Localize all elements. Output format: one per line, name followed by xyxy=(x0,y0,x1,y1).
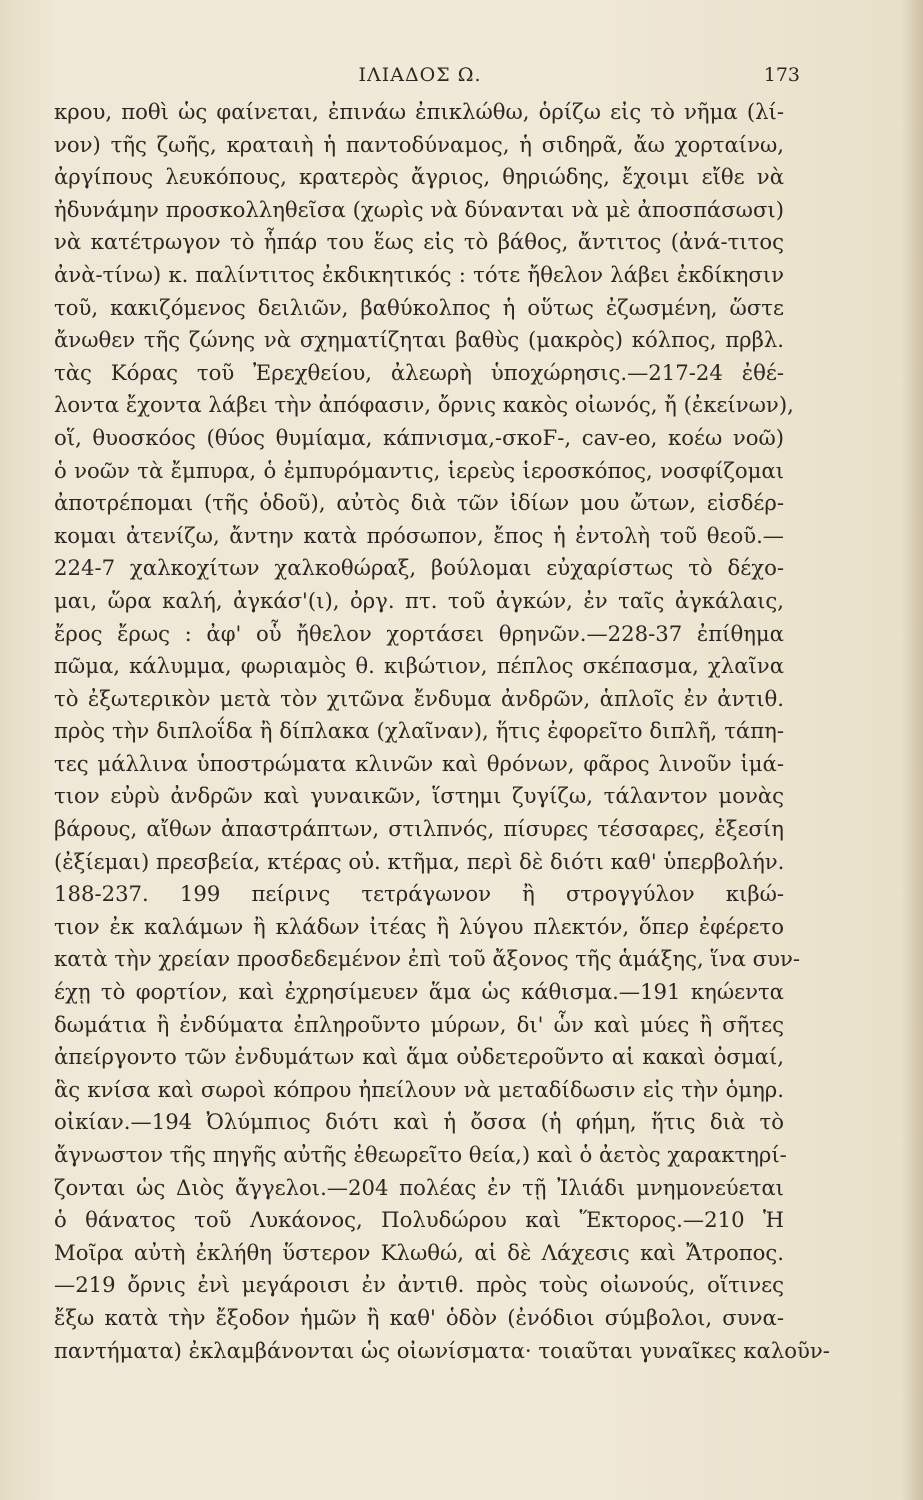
commentary-text xyxy=(54,96,830,1367)
text-line: ἀποτρέπομαι (τῆς ὁδοῦ), αὐτὸς διὰ τῶν ἰδίων μου ὤτων, εἰσδέρ- xyxy=(54,490,784,516)
text-line: Μοῖρα αὐτὴ ἐκλήθη ὕστερον Κλωθώ, αἱ δὲ Λάχεσις καὶ Ἄτροπος. xyxy=(54,1239,784,1265)
text-line: πρὸς τὴν διπλοΐδα ἢ δίπλακα (χλαῖναν), ἥτις ἐφορεῖτο διπλῆ, τάπη- xyxy=(54,718,784,744)
text-line: κρου, ποθὶ ὡς φαίνεται, ἐπινάω ἐπικλώθω, ὁρίζω εἰς τὸ νῆμα (λί- xyxy=(54,99,784,124)
text-line: 224-7 χαλκοχίτων χαλκοθώραξ, βούλομαι εὐχαρίστως τὸ δέχο- xyxy=(54,555,784,581)
text-line: 188-237. 199 πείρινς τετράγωνον ἢ στρογγύλον κιβώ- xyxy=(54,881,784,907)
page-number: 173 xyxy=(763,64,800,86)
text-line: τοῦ, κακιζόμενος δειλιῶν, βαθύκολπος ἡ οὕτως ἐζωσμένη, ὥστε xyxy=(54,294,784,320)
text-line: ἠδυνάμην προσκολληθεῖσα (χωρὶς νὰ δύνανται νὰ μὲ ἀποσπάσωσι) xyxy=(54,196,784,222)
text-line: παντήματα) ἐκλαμβάνονται ὡς οἰωνίσματα· τοιαῦται γυναῖκες καλοῦν- xyxy=(54,1337,830,1363)
text-line: μαι, ὥρα καλή, ἀγκάσ'(ι), ὀργ. πτ. τοῦ ἀγκών, ἐν ταῖς ἀγκάλαις, xyxy=(54,587,784,613)
text-line: ὁ νοῶν τὰ ἔμπυρα, ὁ ἐμπυρόμαντις, ἱερεὺς ἱεροσκόπος, νοσφίζομαι xyxy=(54,457,784,483)
page-edge-shadow xyxy=(901,0,923,1500)
text-line: τὰς Κόρας τοῦ Ἐρεχθείου, ἀλεωρὴ ὑποχώρησις.—217-24 ἐθέ- xyxy=(54,359,784,385)
text-line: λοντα ἔχοντα λάβει τὴν ἀπόφασιν, ὄρνις κακὸς οἰωνός, ἤ (ἐκείνων), xyxy=(54,392,794,418)
text-line: τες μάλλινα ὑποστρώματα κλινῶν καὶ θρόνων, φᾶρος λινοῦν ἱμά- xyxy=(54,750,784,776)
text-line: ζονται ὡς Διὸς ἄγγελοι.—204 πολέας ἐν τῇ Ἰλιάδι μνημονεύεται xyxy=(54,1174,784,1200)
running-title: ΙΛΙΑΔΟΣ Ω. xyxy=(358,64,482,86)
text-line: οἵ, θυοσκόος (θύος θυμίαμα, κάπνισμα,-σκοϜ-, cav-eo, κοέω νοῶ) xyxy=(54,424,784,450)
text-line: ἄνωθεν τῆς ζώνης νὰ σχηματίζηται βαθὺς (μακρὸς) κόλπος, πρβλ. xyxy=(54,327,784,353)
text-line: νον) τῆς ζωῆς, κραταιὴ ἡ παντοδύναμος, ἡ σιδηρᾶ, ἄω χορταίνω, xyxy=(54,131,784,157)
text-line: ἀργίπους λευκόπους, κρατερὸς ἄγριος, θηριώδης, ἔχοιμι εἴθε νὰ xyxy=(54,164,784,190)
text-line: ἀπείργοντο τῶν ἐνδυμάτων καὶ ἅμα οὐδετεροῦντο αἱ κακαὶ ὀσμαί, xyxy=(54,1044,784,1070)
text-line: τιον εὐρὺ ἀνδρῶν καὶ γυναικῶν, ἵστημι ζυγίζω, τάλαντον μονὰς xyxy=(54,783,784,809)
text-line: ἃς κνίσα καὶ σωροὶ κόπρου ἠπείλουν νὰ μεταδίδωσιν εἰς τὴν ὁμηρ. xyxy=(54,1076,784,1102)
page-header xyxy=(40,64,800,94)
text-line: ἔρος ἔρως : ἀφ' οὗ ἤθελον χορτάσει θρηνῶν.—228-37 ἐπίθημα xyxy=(54,620,784,646)
text-line: νὰ κατέτρωγον τὸ ἧπάρ του ἕως εἰς τὸ βάθος, ἄντιτος (ἀνά-τιτος xyxy=(54,229,784,255)
text-line: ἀνὰ-τίνω) κ. παλίντιτος ἐκδικητικός : τότε ἤθελον λάβει ἐκδίκησιν xyxy=(54,261,784,287)
text-line: πῶμα, κάλυμμα, φωριαμὸς θ. κιβώτιον, πέπλος σκέπασμα, χλαῖνα xyxy=(54,653,784,679)
text-line: οἰκίαν.—194 Ὀλύμπιος διότι καὶ ἡ ὄσσα (ἡ φήμη, ἥτις διὰ τὸ xyxy=(54,1109,784,1135)
text-line: κομαι ἀτενίζω, ἄντην κατὰ πρόσωπον, ἔπος ἡ ἐντολὴ τοῦ θεοῦ.— xyxy=(54,522,784,548)
text-line: ἄγνωστον τῆς πηγῆς αὐτῆς ἐθεωρεῖτο θεία,) καὶ ὁ ἀετὸς χαρακτηρί- xyxy=(54,1142,787,1167)
text-line: κατὰ τὴν χρείαν προσδεδεμένον ἐπὶ τοῦ ἄξονος τῆς ἁμάξης, ἵνα συν- xyxy=(54,946,801,972)
text-line: ἔξω κατὰ τὴν ἔξοδον ἡμῶν ἢ καθ' ὁδὸν (ἐνόδιοι σύμβολοι, συνα- xyxy=(54,1304,784,1330)
text-line: (ἐξίεμαι) πρεσβεία, κτέρας οὐ. κτῆμα, περὶ δὲ διότι καθ' ὑπερβολήν. xyxy=(54,848,785,874)
text-line: δωμάτια ἢ ἐνδύματα ἐπληροῦντο μύρων, δι' ὧν καὶ μύες ἢ σῆτες xyxy=(54,1011,784,1037)
text-line: τιον ἐκ καλάμων ἢ κλάδων ἰτέας ἢ λύγου πλεκτόν, ὅπερ ἐφέρετο xyxy=(54,913,784,939)
text-line: τὸ ἐξωτερικὸν μετὰ τὸν χιτῶνα ἔνδυμα ἀνδρῶν, ἁπλοῖς ἐν ἀντιθ. xyxy=(54,685,784,711)
text-line: ὁ θάνατος τοῦ Λυκάονος, Πολυδώρου καὶ Ἕκτορος.—210 Ἡ xyxy=(54,1207,784,1233)
text-line: —219 ὄρνις ἐνὶ μεγάροισι ἐν ἀντιθ. πρὸς τοὺς οἰωνούς, οἵτινες xyxy=(54,1272,784,1298)
text-line: βάρους, αἴθων ἀπαστράπτων, στιλπνός, πίσυρες τέσσαρες, ἐξεσίη xyxy=(54,816,784,842)
text-line: έχῃ τὸ φορτίον, καὶ ἐχρησίμευεν ἅμα ὡς κάθισμα.—191 κηώεντα xyxy=(54,979,784,1005)
